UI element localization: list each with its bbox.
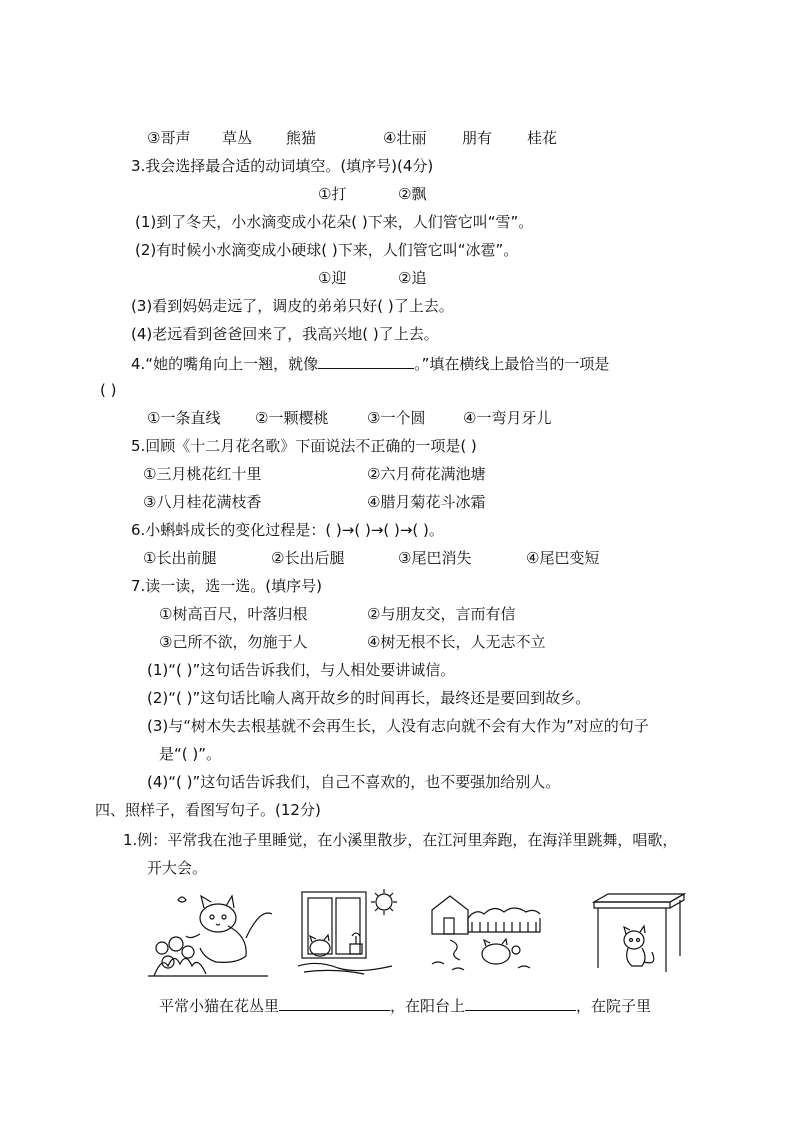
q6-option-3: ③尾巴消失 <box>398 549 472 567</box>
q5-option-3: ③八月桂花满枝香 <box>143 493 262 511</box>
q3-option-b2: ②追 <box>398 269 427 287</box>
fill-text-b: ，在阳台上 <box>390 997 466 1015</box>
q6-option-2: ②长出后腿 <box>271 549 345 567</box>
q7-sentence-3b: 是“( )”。 <box>159 745 222 763</box>
q4-title-a: 4.“她的嘴角向上一翘，就像 <box>131 355 319 373</box>
q3-sentence-2: (2)有时候小水滴变成小硬球( )下来，人们管它叫“冰雹”。 <box>135 241 519 259</box>
q6-option-4: ④尾巴变短 <box>526 549 600 567</box>
section-4-example-b: 开大会。 <box>147 859 208 877</box>
q7-title: 7.读一读，选一选。(填序号) <box>131 577 323 595</box>
q7-sentence-4: (4)“( )”这句话告诉我们，自己不喜欢的，也不要强加给别人。 <box>147 773 561 791</box>
q4-title <box>131 352 609 374</box>
q4-blank[interactable] <box>318 352 414 369</box>
q5-option-2: ②六月荷花满池塘 <box>367 465 486 483</box>
q7-option-4: ④树无根不长，人无志不立 <box>367 633 546 651</box>
cat-under-table-picture <box>588 888 688 978</box>
q4-option-2: ②一颗樱桃 <box>255 409 329 427</box>
fill-text-c: ，在院子里 <box>576 997 652 1015</box>
prev-option-3: ③哥声 <box>147 129 191 147</box>
cat-in-flowers-picture <box>148 888 273 978</box>
prev-option-3c: 熊猫 <box>286 129 317 147</box>
q4-title-b: 。”填在横线上最恰当的一项是 <box>414 355 610 373</box>
fill-blank-2[interactable] <box>465 994 576 1011</box>
q4-answer-paren: ( ) <box>100 381 117 399</box>
q4-option-3: ③一个圆 <box>367 409 426 427</box>
q3-option-b1: ①迎 <box>318 269 347 287</box>
q7-sentence-2: (2)“( )”这句话比喻人离开故乡的时间再长，最终还是要回到故乡。 <box>147 689 591 707</box>
q6-option-1: ①长出前腿 <box>143 549 217 567</box>
q4-option-1: ①一条直线 <box>147 409 221 427</box>
section-4-fill-line <box>159 994 651 1016</box>
q3-sentence-1: (1)到了冬天，小水滴变成小花朵( )下来，人们管它叫“雪”。 <box>135 213 534 231</box>
q3-sentence-3: (3)看到妈妈走远了，调皮的弟弟只好( )了上去。 <box>131 297 454 315</box>
cat-in-yard-picture <box>426 888 546 978</box>
prev-option-4c: 桂花 <box>527 129 558 147</box>
cat-on-balcony-picture <box>298 888 408 978</box>
q7-sentence-1: (1)“( )”这句话告诉我们，与人相处要讲诚信。 <box>147 661 456 679</box>
fill-blank-1[interactable] <box>279 994 390 1011</box>
prev-option-4b: 朋有 <box>462 129 493 147</box>
q7-option-3: ③己所不欲，勿施于人 <box>159 633 308 651</box>
picture-row <box>148 888 718 978</box>
q4-option-4: ④一弯月牙儿 <box>463 409 552 427</box>
q3-sentence-4: (4)老远看到爸爸回来了，我高兴地( )了上去。 <box>131 325 439 343</box>
fill-text-a: 平常小猫在花丛里 <box>159 997 280 1015</box>
q5-option-1: ①三月桃花红十里 <box>143 465 262 483</box>
q3-option-a2: ②飘 <box>398 185 427 203</box>
q5-option-4: ④腊月菊花斗冰霜 <box>367 493 486 511</box>
section-4-title: 四、照样子，看图写句子。(12分) <box>95 801 321 819</box>
butterfly-icon <box>178 897 186 902</box>
prev-option-3b: 草丛 <box>222 129 253 147</box>
q6-title: 6.小蝌蚪成长的变化过程是：( )→( )→( )→( )。 <box>131 521 444 539</box>
q5-title: 5.回顾《十二月花名歌》下面说法不正确的一项是( ) <box>131 437 477 455</box>
section-4-example-a: 1.例：平常我在池子里睡觉，在小溪里散步，在江河里奔跑，在海洋里跳舞，唱歌， <box>123 831 678 849</box>
sun-icon <box>376 894 392 910</box>
q3-title: 3.我会选择最合适的动词填空。(填序号)(4分) <box>131 157 434 175</box>
q7-option-1: ①树高百尺，叶落归根 <box>159 605 308 623</box>
prev-option-4: ④壮丽 <box>383 129 427 147</box>
q7-sentence-3a: (3)与“树木失去根基就不会再生长，人没有志向就不会有大作为”对应的句子 <box>147 717 649 735</box>
q7-option-2: ②与朋友交，言而有信 <box>367 605 516 623</box>
q3-option-a1: ①打 <box>318 185 347 203</box>
